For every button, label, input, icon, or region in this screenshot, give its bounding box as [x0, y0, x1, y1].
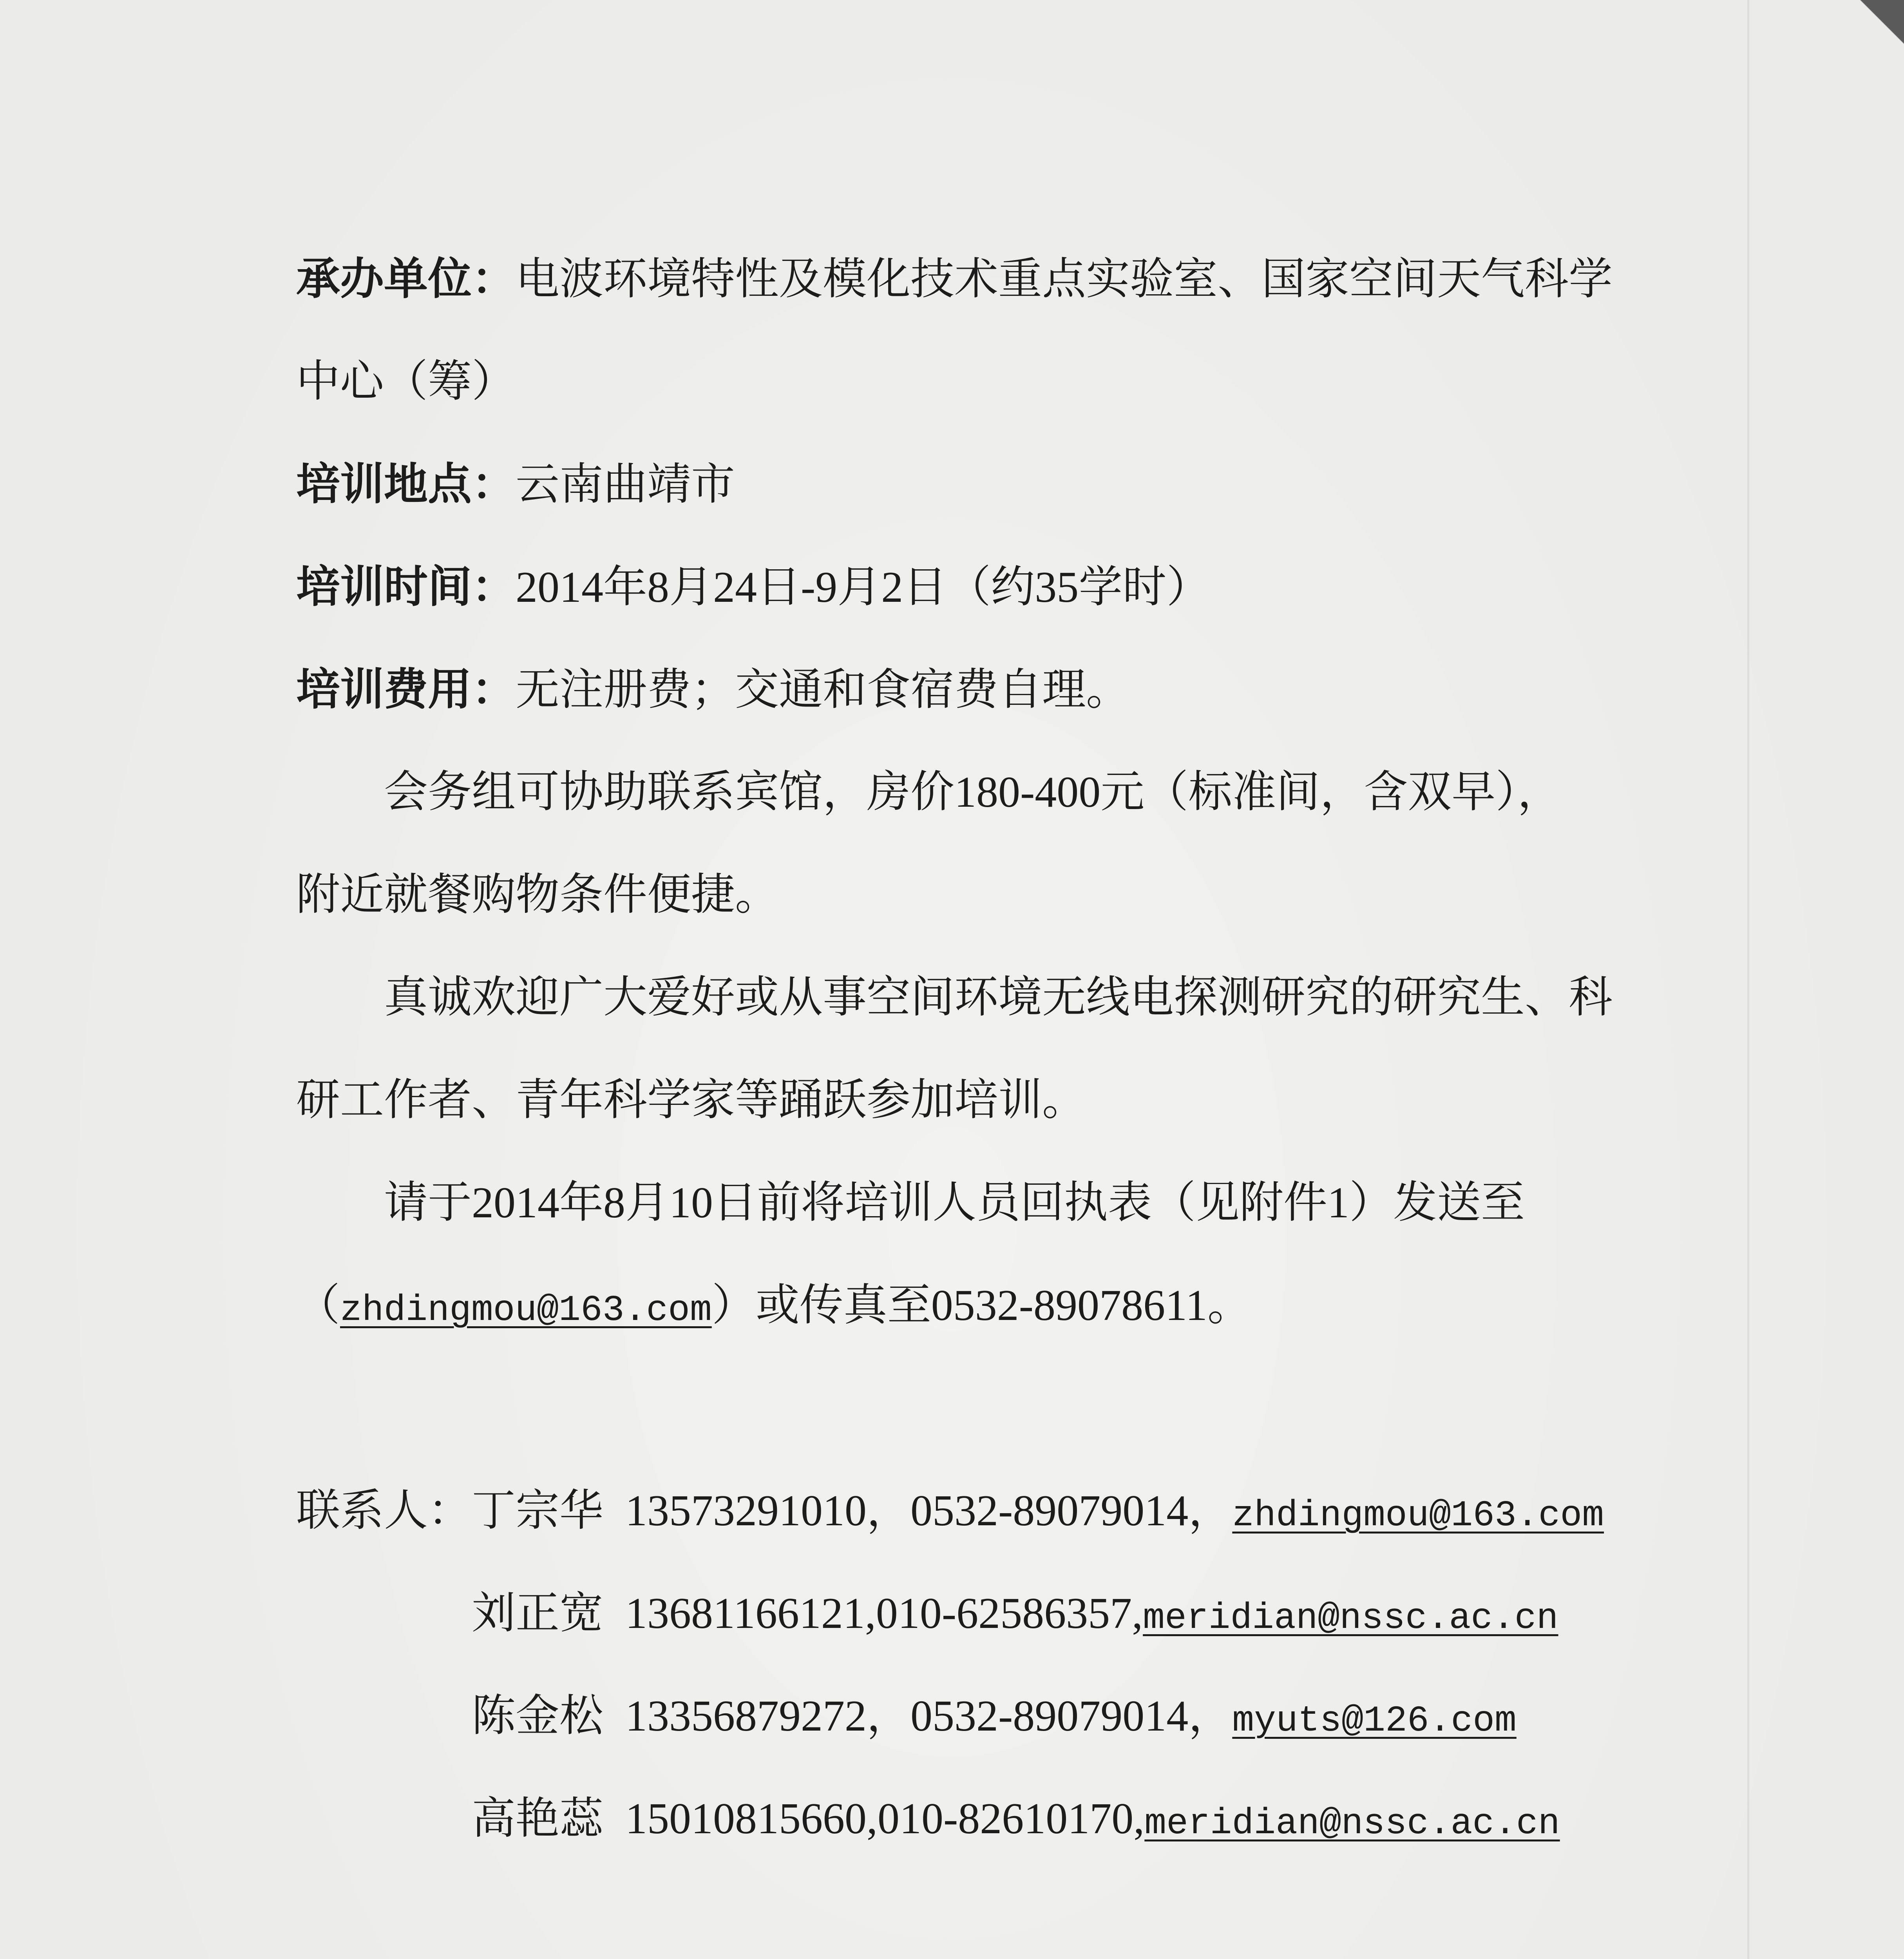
notice-body — [296, 228, 1620, 1870]
hotel-paragraph-line — [296, 741, 1620, 844]
contact-name: 高艳蕊 — [472, 1794, 603, 1843]
contact-separator: , — [1133, 1794, 1145, 1843]
organizer-label: 承办单位： — [296, 254, 516, 303]
organizer-value: 电波环境特性及模化技术重点实验室、国家空间天气科学 — [516, 255, 1613, 304]
contact-separator: ， — [867, 1486, 910, 1535]
contacts-label: 联系人： — [296, 1486, 472, 1535]
contact-row — [296, 1459, 1620, 1562]
contact-email: zhdingmou@163.com — [1232, 1495, 1604, 1536]
contact-separator: ， — [1188, 1692, 1233, 1740]
contact-separator: , — [865, 1589, 876, 1638]
contact-separator: , — [867, 1794, 878, 1843]
contact-email: myuts@126.com — [1232, 1700, 1517, 1742]
location-value: 云南曲靖市 — [516, 460, 735, 509]
organizer-line — [296, 228, 1620, 330]
hotel-paragraph-line-continued — [296, 844, 1620, 946]
location-line — [296, 433, 1620, 536]
hotel-text-continued: 附近就餐购物条件便捷。 — [296, 871, 779, 919]
invitation-text: 真诚欢迎广大爱好或从事空间环境无线电探测研究的研究生、科 — [384, 973, 1613, 1022]
invitation-text-continued: 研工作者、青年科学家等踊跃参加培训。 — [296, 1076, 1086, 1124]
contact-row — [296, 1767, 1620, 1870]
submission-email: zhdingmou@163.com — [340, 1290, 712, 1331]
schedule-line — [296, 536, 1620, 638]
contact-row — [296, 1665, 1620, 1767]
contact-phone: 010-62586357 — [876, 1589, 1132, 1638]
contact-separator: ， — [1188, 1486, 1233, 1535]
organizer-line-continued — [296, 330, 1620, 433]
contact-email: meridian@nssc.ac.cn — [1143, 1598, 1558, 1639]
contact-mobile: 13356879272 — [625, 1692, 867, 1740]
invitation-paragraph-line-continued — [296, 1049, 1620, 1152]
organizer-value-continued: 中心（筹） — [296, 357, 516, 406]
location-label: 培训地点： — [296, 460, 516, 509]
contact-mobile: 15010815660 — [625, 1794, 867, 1843]
scan-fold-line — [1747, 0, 1749, 1959]
fees-line — [296, 638, 1620, 741]
contact-mobile: 13573291010 — [625, 1486, 867, 1535]
contact-name: 刘正宽 — [472, 1589, 603, 1638]
contact-separator: , — [1132, 1589, 1143, 1638]
contact-row — [296, 1562, 1620, 1665]
contact-name: 陈金松 — [472, 1692, 603, 1740]
contact-phone: 010-82610170 — [878, 1794, 1134, 1843]
submission-paragraph-line-continued — [296, 1254, 1620, 1357]
contact-name: 丁宗华 — [472, 1486, 603, 1535]
submission-open-paren: （ — [296, 1281, 340, 1330]
scan-corner-shadow — [1845, 0, 1904, 55]
submission-paragraph-line — [296, 1152, 1620, 1254]
hotel-text: 会务组可协助联系宾馆，房价180-400元（标准间，含双早）， — [384, 768, 1562, 817]
submission-text: 请于2014年8月10日前将培训人员回执表（见附件1）发送至 — [384, 1179, 1525, 1227]
contact-phone: 0532-89079014 — [910, 1486, 1189, 1535]
contact-phone: 0532-89079014 — [910, 1692, 1189, 1740]
contact-mobile: 13681166121 — [625, 1589, 865, 1638]
schedule-label: 培训时间： — [296, 562, 516, 611]
contact-separator: ， — [867, 1692, 910, 1740]
contact-email: meridian@nssc.ac.cn — [1144, 1803, 1560, 1844]
schedule-value: 2014年8月24日-9月2日（约35学时） — [516, 563, 1211, 612]
fees-value: 无注册费；交通和食宿费自理。 — [516, 666, 1130, 714]
invitation-paragraph-line — [296, 946, 1620, 1049]
submission-fax-text: ）或传真至0532-89078611。 — [711, 1281, 1251, 1330]
blank-line — [296, 1357, 1620, 1459]
fees-label: 培训费用： — [296, 665, 516, 714]
